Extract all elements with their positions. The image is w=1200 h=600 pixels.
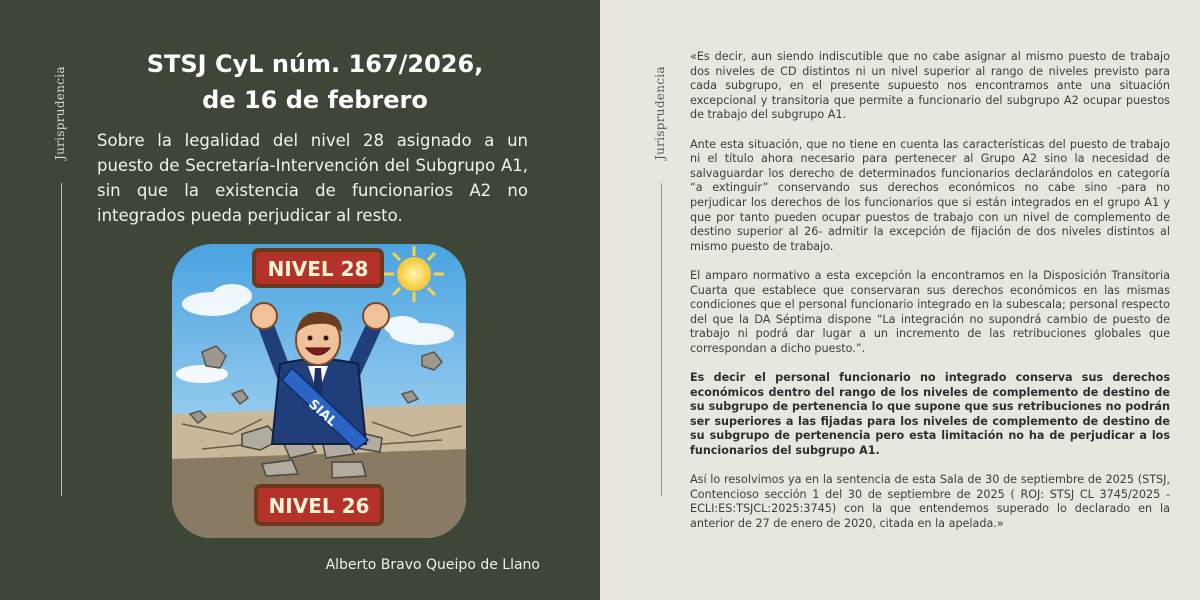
author-name: Alberto Bravo Queipo de Llano xyxy=(325,557,540,573)
quote-text xyxy=(690,50,1170,546)
quote-paragraph: Ante esta situación, que no tiene en cuenta las características del puesto de trabajo ni el título ahora necesario para pertenecer al Grupo A2 sino la necesidad de salvaguardar los derecho de determinados funcionarios declarándolos en categoría “a extinguir” conservando sus derechos económicos no cabe sino -para no perjudicar los derechos de los funcionarios que si están integrados en el grupo A1 y que por tanto pueden ocupar puestos de trabajo con un nivel de complemento de destino superior al 26- admitir la excepción de fijación de dos niveles distintos al mismo puesto de trabajo. xyxy=(690,137,1170,253)
page-subtitle: Sobre la legalidad del nivel 28 asignado a un puesto de Secretaría-Intervención del Subgrupo A1, sin que la existencia de funcionarios A2 no integrados pueda perjudicar al resto. xyxy=(97,131,528,225)
sign-bottom xyxy=(256,486,382,524)
page-title xyxy=(100,46,530,118)
quote-paragraph: Así lo resolvimos ya en la sentencia de esta Sala de 30 de septiembre de 2025 (STSJ, Contencioso sección 1 del 30 de septiembre de 2025 ( ROJ: STSJ CL 3745/2025 - ECLI:ES:TSJCL:2025:3745) con la que entendemos superado lo declarado en la anterior de 27 de enero de 2020, citada en la apelada.» xyxy=(690,473,1170,530)
sun-icon xyxy=(384,246,444,302)
section-label: Jurisprudencia xyxy=(53,66,67,160)
quote-paragraph: El amparo normativo a esta excepción la encontramos en la Disposición Transitoria Cuarta que establece que conservaran sus derechos económicos en las mismas condiciones que el personal funcionario integrado en la subescala; personal respecto del que la DA Séptima dispone “La integración no supondrá cambio de puesto de trabajo ni podrá dar lugar a un incremento de las retribuciones globales que correspondan a dicho puesto.”. xyxy=(690,268,1170,355)
section-label-right: Jurisprudencia xyxy=(653,66,667,160)
quote-paragraph-bold: Es decir el personal funcionario no integrado conserva sus derechos económicos dentro del rango de los niveles de complemento de destino de su subgrupo de pertenencia lo que supone que sus retribuciones no podrán ser superiores a las fijadas para los niveles de complemento de destino de su subgrupo de pertenencia pero esta limitación no ha de perjudicar a los funcionarios del subgrupo A1. xyxy=(690,371,1170,458)
cartoon-illustration xyxy=(172,244,466,538)
quote-paragraph: «Es decir, aun siendo indiscutible que no cabe asignar al mismo puesto de trabajo dos niveles de CD distintos ni un nivel superior al rango de niveles previsto para cada subgrupo, en el presente supuesto nos encontramos ante una situación excepcional y transitoria que permite a funcionario del subgrupo A2 ocupar puestos de trabajo del subgrupo A1. xyxy=(690,50,1170,122)
sign-top xyxy=(254,250,382,286)
divider-line-right xyxy=(661,183,662,496)
title-line-1: STSJ CyL núm. 167/2026, xyxy=(146,50,484,78)
svg-text:SIAL: SIAL xyxy=(305,396,340,430)
svg-text:NIVEL 28: NIVEL 28 xyxy=(267,257,369,281)
svg-text:NIVEL 26: NIVEL 26 xyxy=(268,494,370,518)
illustration xyxy=(172,244,466,538)
title-line-2: de 16 de febrero xyxy=(202,86,428,114)
divider-line xyxy=(61,183,62,496)
